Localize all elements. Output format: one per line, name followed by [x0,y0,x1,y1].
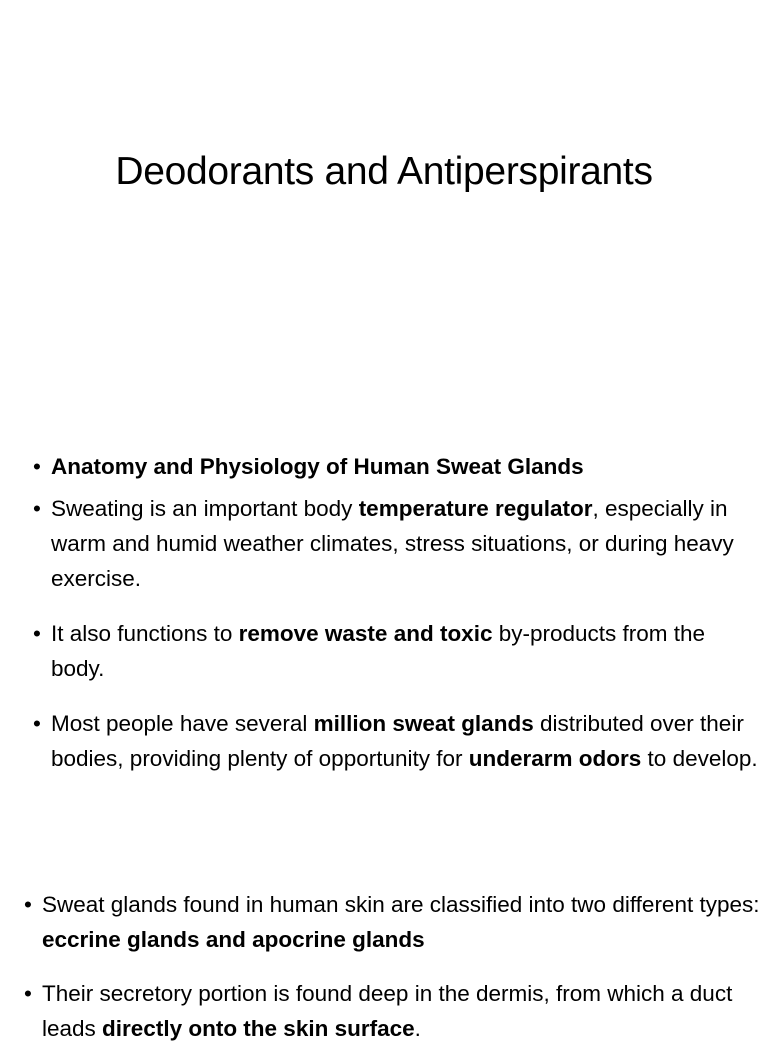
bullet-million-glands [33,706,768,776]
bullet-text: Their secretory portion is found deep in the dermis, from which a duct leads [42,981,733,1041]
bullet-text: by-products from the body. [51,621,706,681]
bullet-waste [33,616,761,686]
bullet-secretory-portion [24,976,762,1046]
bullet-text: . [414,1016,421,1041]
bullet-bold-text: remove waste and toxic [238,621,493,646]
bullet-text: distributed over their bodies, providing plenty of opportunity for [51,711,744,771]
bullet-bold-text: million sweat glands [313,711,534,736]
bullet-text: Most people have several [51,711,314,736]
bullet-bold-text: eccrine glands and apocrine glands [42,927,425,952]
bullet-text: to develop. [641,746,758,771]
bullet-text: Sweating is an important body [51,496,359,521]
bullet-temperature [33,491,761,596]
bullet-text: It also functions to [51,621,239,646]
bullet-bold-text: directly onto the skin surface [102,1016,415,1041]
bullet-text: , especially in warm and humid weather climates, stress situations, or during heavy exercise. [51,496,734,591]
bullet-bold-text: temperature regulator [358,496,593,521]
bullet-gland-types [24,887,762,957]
bullet-bold-text: Anatomy and Physiology of Human Sweat Glands [51,454,584,479]
bullet-text: Sweat glands found in human skin are classified into two different types: [42,892,760,917]
bullet-bold-text: underarm odors [468,746,642,771]
bullet-anatomy-heading [33,449,768,484]
slide-title: Deodorants and Antiperspirants [115,150,653,193]
